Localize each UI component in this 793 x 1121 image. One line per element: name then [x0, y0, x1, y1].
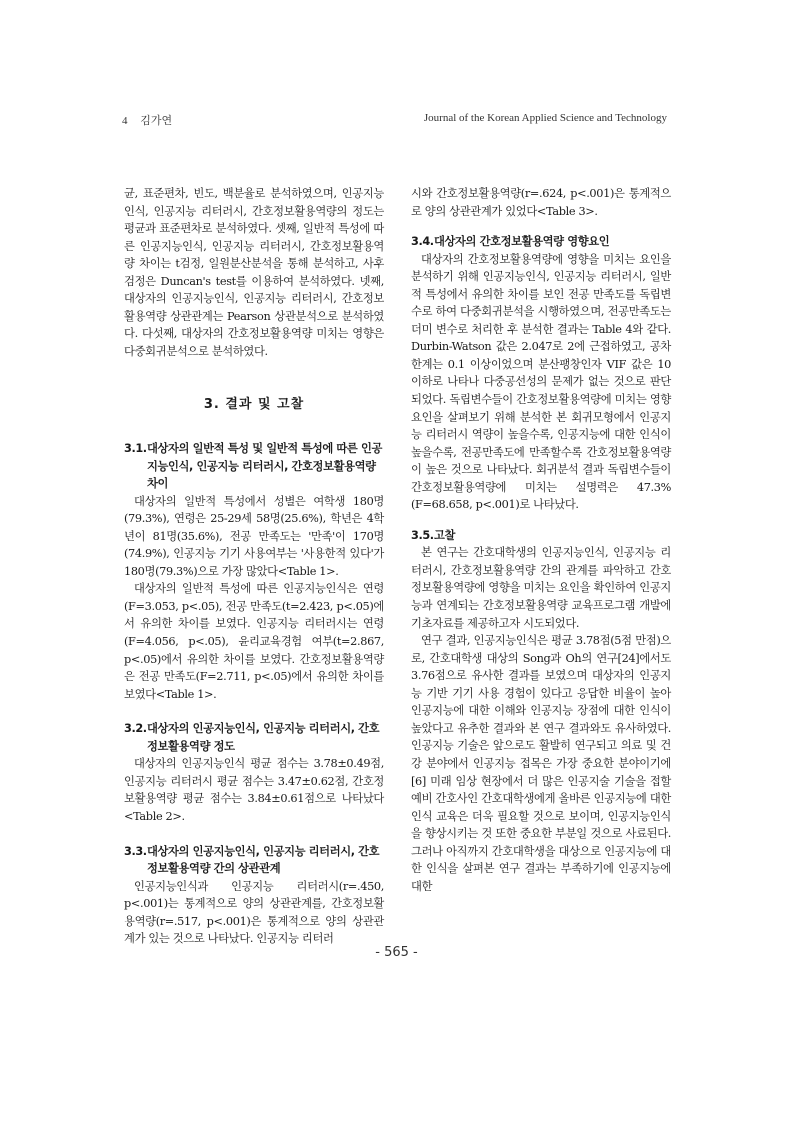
subsection-3-2-heading [124, 720, 384, 755]
paragraph: 대상자의 일반적 특성에 따른 인공지능인식은 연령(F=3.053, p<.05), 전공 만족도(t=2.423, p<.05)에서 유의한 차이를 보였다. 인공지능 리터러시는 연령(F=4.056, p<.05), 윤리교육경험 여부(t=2.867, p<.05)에서 유의한 차이를 보였다. 간호정보활용역량은 전공 만족도(F=2.711, p<.05)에서 유의한 차이를 보였다<Table 1>. [124, 582, 384, 701]
subsection-title: 대상자의 간호정보활용역량 영향요인 [434, 235, 610, 249]
subsection-number: 3.3. [124, 844, 147, 858]
paragraph: 연구 결과, 인공지능인식은 평균 3.78점(5점 만점)으로, 간호대학생 대상의 Song과 Oh의 연구[24]에서도 3.76점으로 유사한 결과를 보였으며 대상자의 인공지능 기반 기기 사용 경험이 있다고 응답한 비율이 높아 인공지능에 대한 이해와 인공지능 장점에 대한 인식이 높았다고 유추한 결과와 본 연구 결과와도 유사하였다. 인공지능 기술은 앞으로도 활발히 연구되고 의료 및 건강 분야에서 인공지능 접목은 가장 중요한 분야이기에[6] 미래 임상 현장에서 더 많은 인공지술 기술을 접할 예비 간호사인 간호대학생에게 올바른 인공지능에 대한 인식 교육은 더욱 필요할 것으로 보이며, 인공지능인식을 향상시키는 것 또한 중요한 부분일 것으로 사료된다. 그러나 아직까지 간호대학생을 대상으로 인공지능에 대한 인식을 살펴본 연구 결과는 부족하기에 인공지능에 대한 [411, 634, 671, 893]
paragraph: 인공지능인식과 인공지능 리터러시(r=.450, p<.001)는 통계적으로 양의 상관관계를, 간호정보활용역량(r=.517, p<.001)은 통계적으로 양의 상관관계가 있는 것으로 나타났다. 인공지능 리터러 [124, 879, 384, 946]
page-footer-number: - 565 - [375, 945, 418, 960]
subsection-3-4-heading [411, 233, 671, 251]
subsection-number: 3.4. [411, 235, 434, 249]
subsection-3-3-heading [124, 843, 384, 878]
header-page-number: 4 [122, 115, 128, 127]
subsection-number: 3.1. [124, 442, 147, 456]
subsection-title: 대상자의 일반적 특성 및 일반적 특성에 따른 인공지능인식, 인공지능 리터러시, 간호정보활용역량 차이 [147, 442, 382, 491]
header-author: 김가연 [140, 115, 173, 127]
methods-paragraph: 균, 표준편차, 빈도, 백분율로 분석하였으며, 인공지능인식, 인공지능 리터러시, 간호정보활용역량의 정도는 평균과 표준편차로 분석하였다. 셋째, 일반적 특성에 따른 인공지능인식, 인공지능 리터러시, 간호정보활용역량 차이는 t검정, 일원분산분석을 통해 분석하고, 사후검정은 Duncan's test를 이용하여 분석하였다. 넷째, 대상자의 인공지능인식, 인공지능 리터러시, 간호정보활용역량 상관관계는 Pearson 상관분석으로 분석하였다. 다섯째, 대상자의 간호정보활용역량 미치는 영향은 다중회귀분석으로 분석하였다. [124, 187, 384, 358]
subsection-title: 대상자의 인공지능인식, 인공지능 리터러시, 간호정보활용역량 간의 상관관계 [147, 844, 380, 876]
right-column [411, 185, 671, 895]
subsection-number: 3.2. [124, 722, 147, 736]
header-journal-title: Journal of the Korean Applied Science and Technology [423, 112, 667, 124]
subsection-title: 대상자의 인공지능인식, 인공지능 리터러시, 간호정보활용역량 정도 [147, 722, 380, 753]
subsection-title: 고찰 [434, 528, 456, 542]
paragraph: 대상자의 간호정보활용역량에 영향을 미치는 요인을 분석하기 위해 인공지능인식, 인공지능 리터러시, 일반적 특성에서 유의한 차이를 보인 전공 만족도를 독립변수로 하여 다중회귀분석을 시행하였으며, 전공만족도는 더미 변수로 처리한 후 분석한 결과는 Table 4와 같다. Durbin-Watson 값은 2.047로 2에 근접하였고, 공차 한계는 0.1 이상이었으며 분산팽창인자 VIF 값은 10 이하로 나타나 다중공선성의 문제가 없는 것으로 판단되었다. 독립변수들이 간호정보활용역량에 미치는 영향요인을 살펴보기 위해 분석한 본 회귀모형에서 인공지능 리터러시 역량이 높을수록, 인공지능에 대한 인식이 높을수록, 전공만족도에 만족할수록 간호정보활용역량이 높은 것으로 나타났다. 회귀분석 결과 독립변수들이 간호정보활용역량에 미치는 설명력은 47.3%(F=68.658, p<.001)로 나타났다. [411, 252, 671, 512]
subsection-3-5-heading [411, 527, 671, 545]
subsection-3-1-heading [124, 440, 384, 493]
running-header-left [122, 112, 172, 128]
paragraph: 대상자의 인공지능인식 평균 점수는 3.78±0.49점, 인공지능 리터러시 평균 점수는 3.47±0.62점, 간호정보활용역량 평균 점수는 3.84±0.61점으로 나타났다<Table 2>. [124, 757, 384, 823]
section-title: 3. 결과 및 고찰 [203, 397, 305, 413]
paragraph: 시와 간호정보활용역량(r=.624, p<.001)은 통계적으로 양의 상관관계가 있었다<Table 3>. [411, 187, 671, 218]
paragraph: 대상자의 일반적 특성에서 성별은 여학생 180명(79.3%), 연령은 25-29세 58명(25.6%), 학년은 4학년이 81명(35.6%), 전공 만족도는 '만족'이 170명(74.9%), 인공지능 기기 사용여부는 '사용한적 있다'가 180명(79.3%)으로 가장 많았다<Table 1>. [124, 494, 384, 578]
paragraph: 본 연구는 간호대학생의 인공지능인식, 인공지능 리터러시, 간호정보활용역량 간의 관계를 파악하고 간호정보활용역량에 영향을 미치는 요인을 확인하여 인공지능과 연계되는 간호정보활용역량 교육프로그램 개발에 기초자료를 제공하고자 시도되었다. [411, 546, 671, 630]
left-column [124, 185, 384, 948]
subsection-number: 3.5. [411, 528, 434, 542]
